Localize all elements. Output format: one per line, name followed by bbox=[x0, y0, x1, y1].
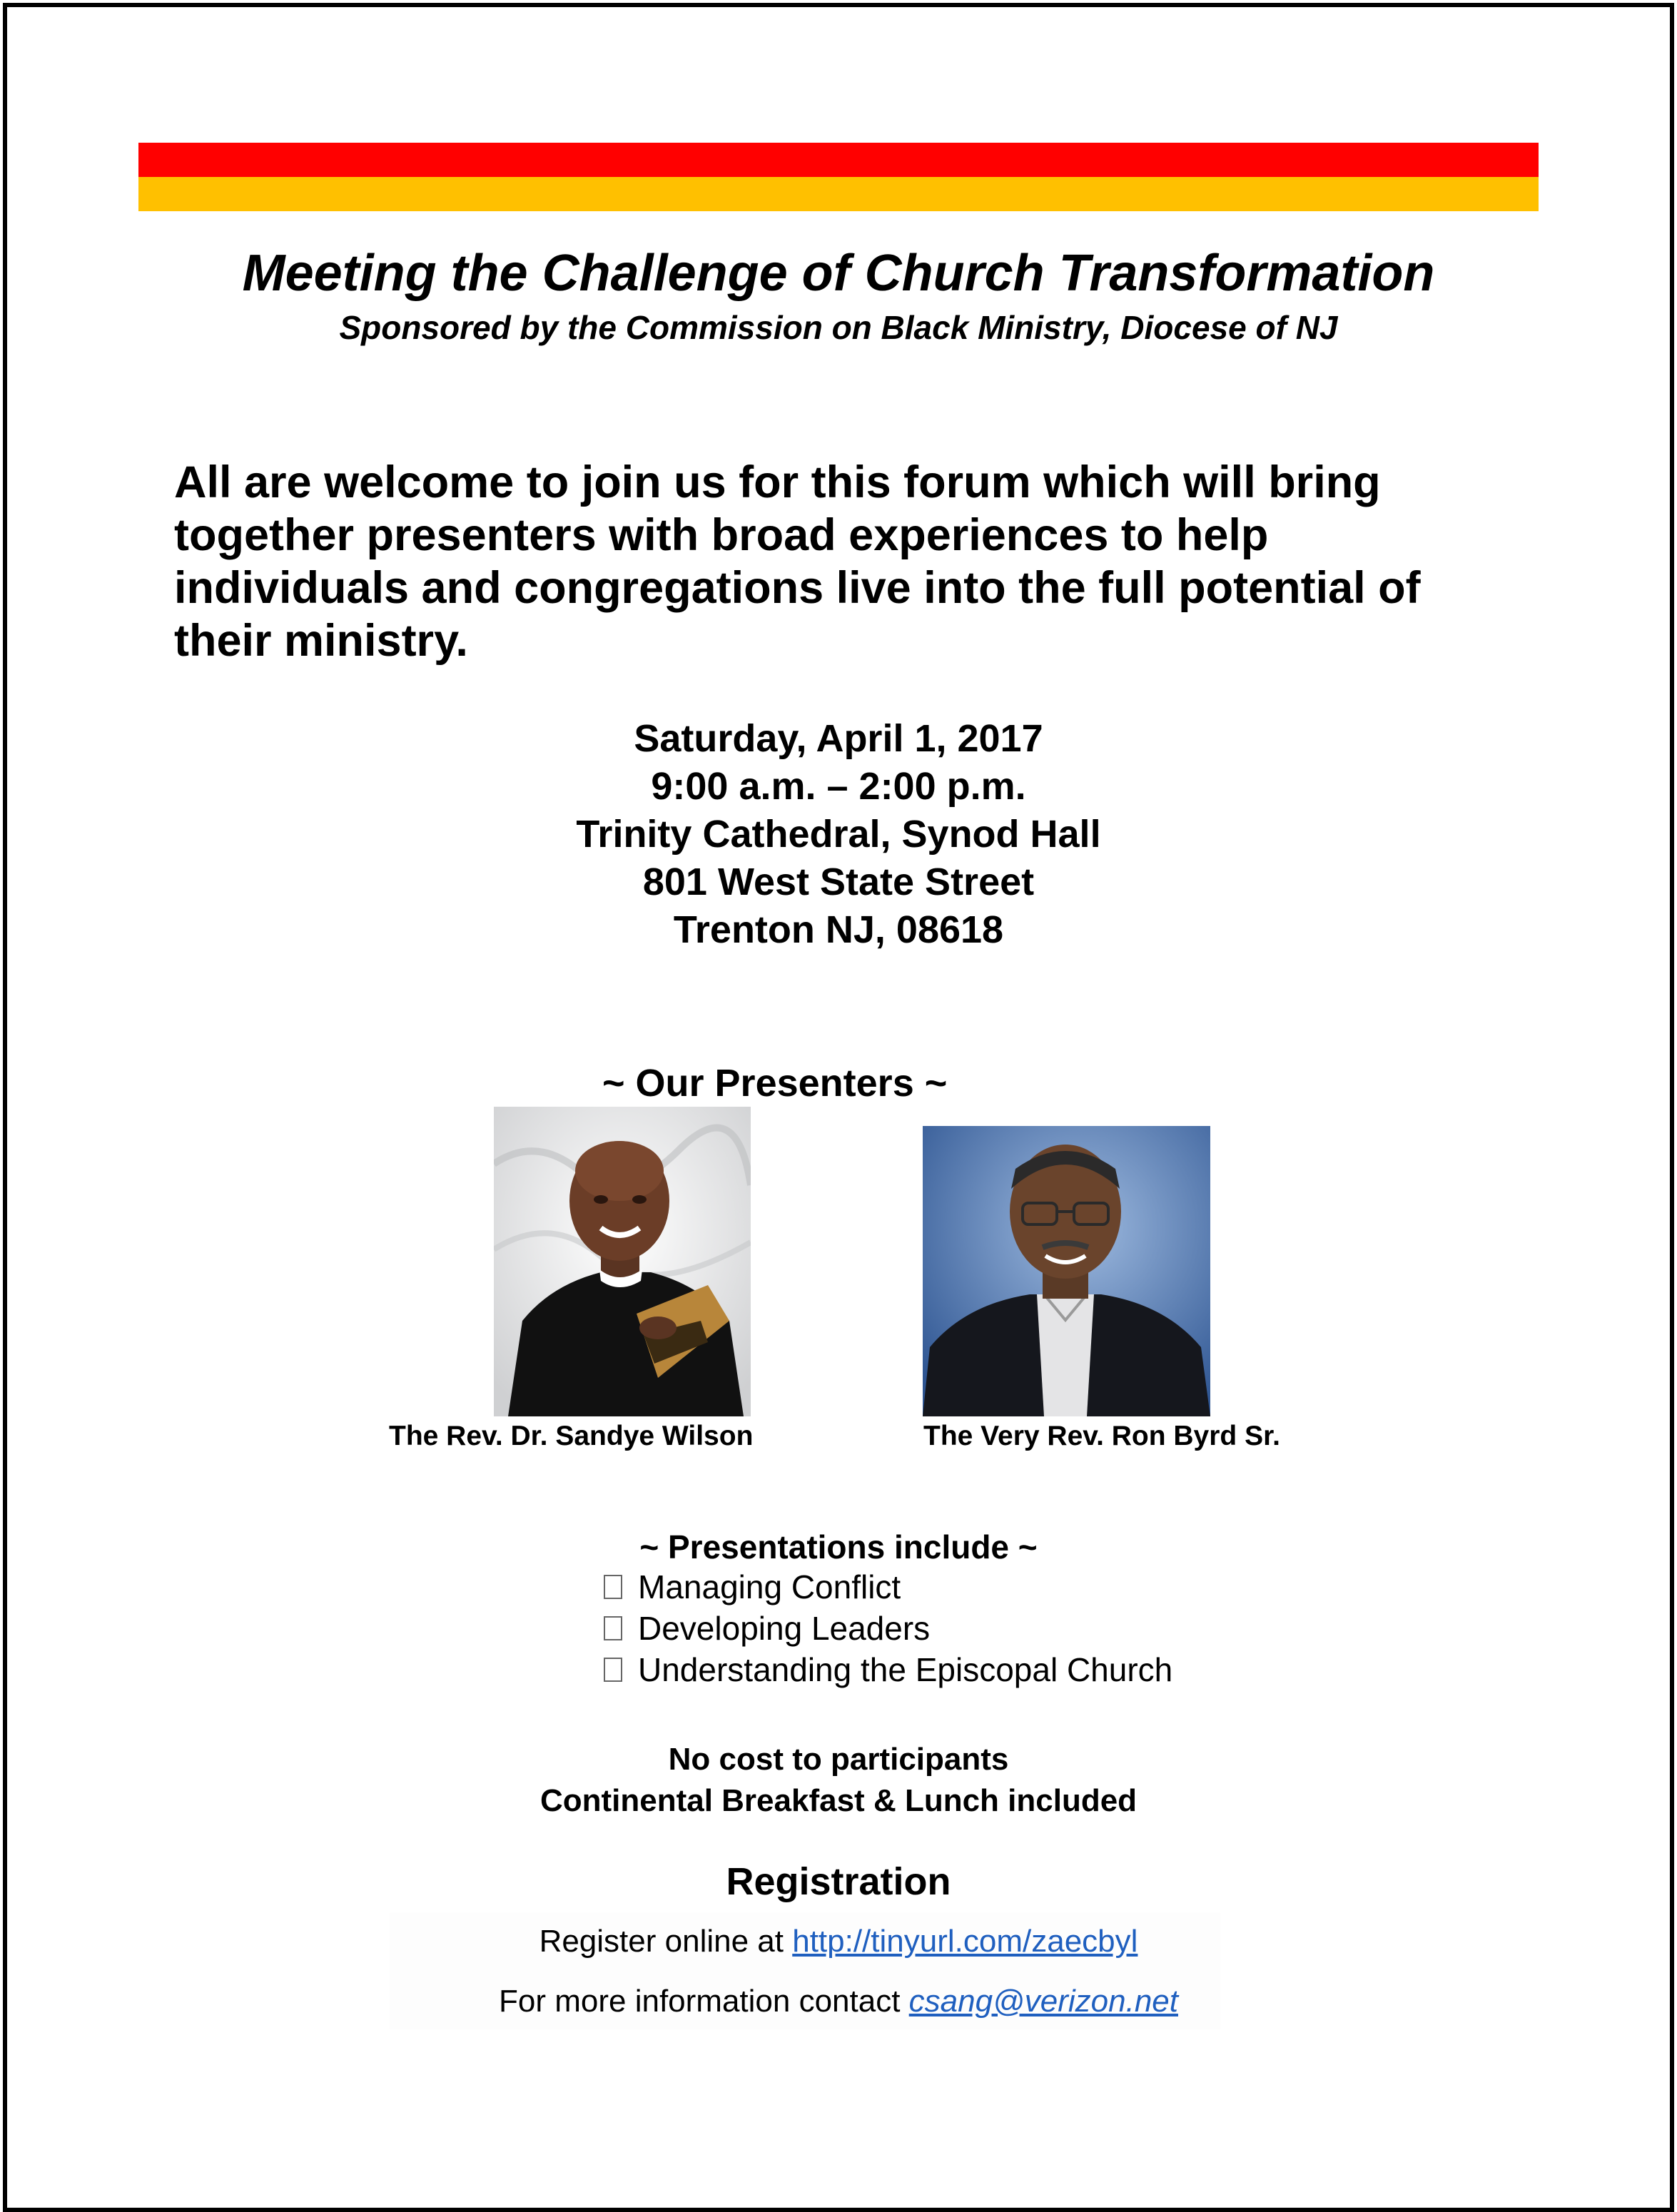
bullet-box-icon bbox=[604, 1575, 622, 1599]
intro-line-1: All are welcome to join us for this forum which will bring bbox=[174, 457, 1381, 507]
bullet-box-icon bbox=[604, 1616, 622, 1640]
presenters-heading: ~ Our Presenters ~ bbox=[602, 1062, 948, 1105]
event-time: 9:00 a.m. – 2:00 p.m. bbox=[651, 765, 1026, 808]
presentation-item-label: Understanding the Episcopal Church bbox=[638, 1651, 1173, 1688]
presentation-item bbox=[604, 1568, 901, 1606]
register-online-prefix: Register online at bbox=[539, 1924, 793, 1959]
cost-note: No cost to participants bbox=[668, 1742, 1009, 1777]
meals-note: Continental Breakfast & Lunch included bbox=[539, 1783, 1138, 1818]
contact-email-link[interactable]: csang@verizon.net bbox=[908, 1984, 1178, 2019]
registration-heading: Registration bbox=[726, 1860, 951, 1903]
intro-line-2: together presenters with broad experiences to help bbox=[174, 510, 1269, 560]
event-sponsor: Sponsored by the Commission on Black Ministry, Diocese of NJ bbox=[339, 309, 1338, 346]
presentation-item-label: Managing Conflict bbox=[638, 1568, 901, 1605]
event-date: Saturday, April 1, 2017 bbox=[634, 717, 1043, 760]
presentation-item-label: Developing Leaders bbox=[638, 1610, 931, 1647]
presentation-item bbox=[604, 1650, 1172, 1689]
event-street: 801 West State Street bbox=[642, 861, 1035, 903]
event-venue: Trinity Cathedral, Synod Hall bbox=[576, 813, 1101, 856]
intro-line-3: individuals and congregations live into the full potential of bbox=[174, 563, 1421, 613]
presenter-name-byrd: The Very Rev. Ron Byrd Sr. bbox=[923, 1421, 1280, 1451]
contact-line bbox=[0, 1984, 1677, 2019]
presentations-heading: ~ Presentations include ~ bbox=[639, 1528, 1038, 1566]
registration-url-link[interactable]: http://tinyurl.com/zaecbyl bbox=[792, 1924, 1138, 1959]
event-title: Meeting the Challenge of Church Transformation bbox=[242, 245, 1435, 302]
intro-line-4: their ministry. bbox=[174, 616, 468, 666]
contact-prefix: For more information contact bbox=[499, 1984, 909, 2019]
presenter-photo-wilson bbox=[494, 1107, 751, 1416]
presentation-item bbox=[604, 1609, 930, 1648]
presenter-name-wilson: The Rev. Dr. Sandye Wilson bbox=[389, 1421, 754, 1451]
register-online-line bbox=[0, 1924, 1677, 1959]
header-stripe-yellow bbox=[138, 177, 1539, 211]
header-stripe-red bbox=[138, 143, 1539, 177]
bullet-box-icon bbox=[604, 1658, 622, 1682]
event-city: Trenton NJ, 08618 bbox=[673, 908, 1004, 951]
presenter-photo-byrd bbox=[923, 1126, 1210, 1416]
